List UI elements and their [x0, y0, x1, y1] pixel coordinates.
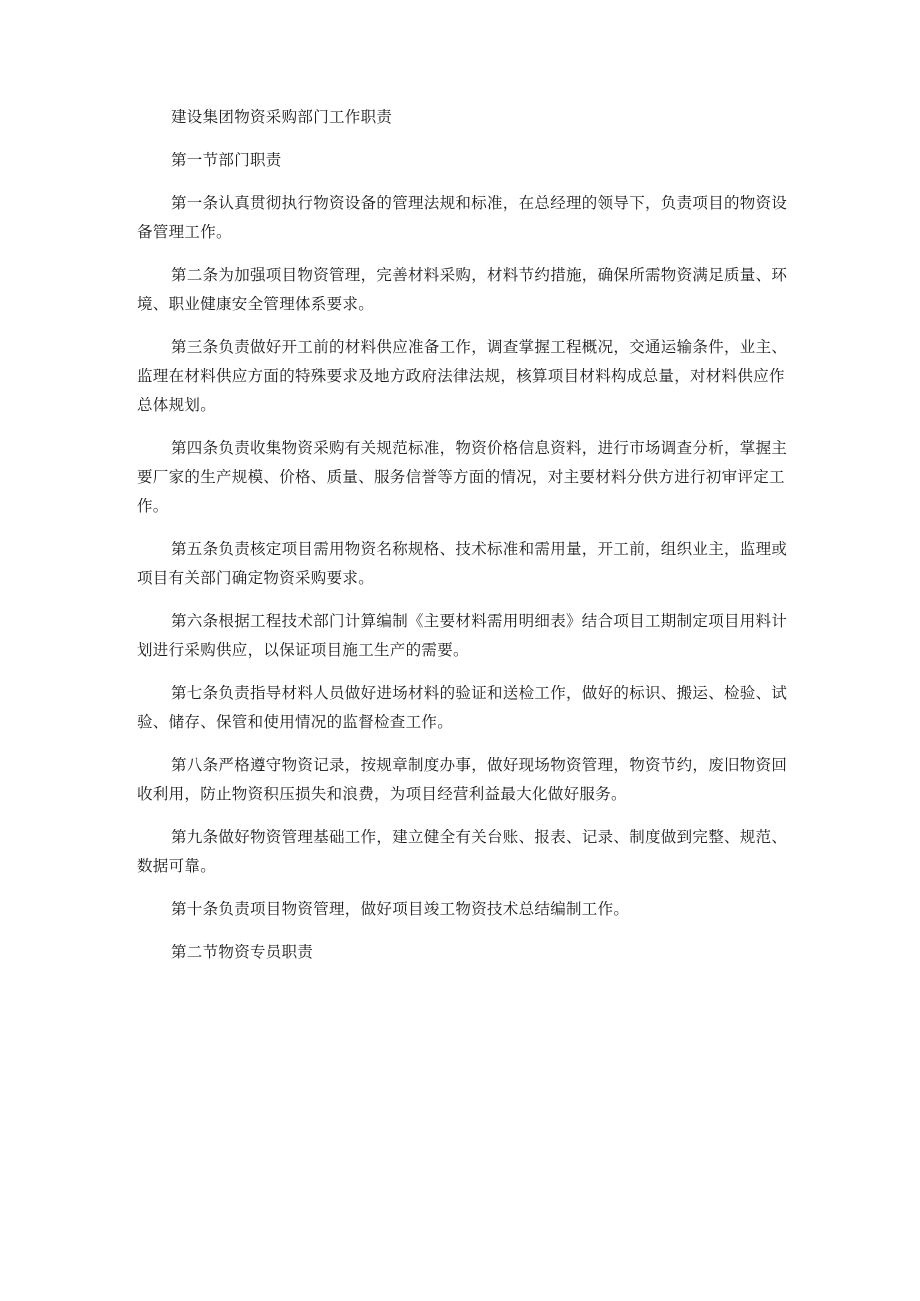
article-8 [137, 751, 787, 809]
article-line: 第一条认真贯彻执行物资设备的管理法规和标准，在总经理的领导下，负责项目的物资设 [171, 194, 788, 212]
article-line: 总体规划。 [137, 396, 217, 414]
article-7 [137, 679, 787, 737]
article-line: 收利用，防止物资积压损失和浪费，为项目经营利益最大化做好服务。 [137, 785, 627, 803]
article-5 [137, 535, 787, 593]
article-2 [137, 261, 787, 319]
article-6 [137, 607, 787, 665]
article-line: 第四条负责收集物资采购有关规范标准，物资价格信息资料，进行市场调查分析，掌握主 [171, 439, 788, 457]
article-line: 作。 [137, 497, 169, 515]
article-9 [137, 823, 787, 881]
article-line: 备管理工作。 [137, 223, 232, 241]
article-10 [137, 895, 787, 924]
article-line: 验、储存、保管和使用情况的监督检查工作。 [137, 713, 454, 731]
article-1 [137, 189, 787, 247]
article-line: 第六条根据工程技术部门计算编制《主要材料需用明细表》结合项目工期制定项目用料计 [171, 612, 788, 630]
article-line: 第八条严格遵守物资记录，按规章制度办事，做好现场物资管理，物资节约，废旧物资回 [171, 756, 788, 774]
article-line: 境、职业健康安全管理体系要求。 [137, 295, 375, 313]
article-3 [137, 333, 787, 420]
article-line: 第七条负责指导材料人员做好进场材料的验证和送检工作，做好的标识、搬运、检验、试 [171, 684, 788, 702]
section-heading-1: 第一节部门职责 [171, 151, 282, 169]
article-line: 项目有关部门确定物资采购要求。 [137, 569, 375, 587]
document-title: 建设集团物资采购部门工作职责 [171, 108, 393, 126]
article-4 [137, 434, 787, 521]
document-body [137, 103, 787, 967]
article-line: 要厂家的生产规模、价格、质量、服务信誉等方面的情况，对主要材料分供方进行初审评定工 [137, 468, 785, 486]
article-line: 划进行采购供应，以保证项目施工生产的需要。 [137, 641, 469, 659]
article-line: 第十条负责项目物资管理，做好项目竣工物资技术总结编制工作。 [171, 900, 630, 918]
article-line: 监理在材料供应方面的特殊要求及地方政府法律法规，核算项目材料构成总量，对材料供应作 [137, 367, 785, 385]
article-line: 第五条负责核定项目需用物资名称规格、技术标准和需用量，开工前，组织业主，监理或 [171, 540, 788, 558]
article-line: 第二条为加强项目物资管理，完善材料采购，材料节约措施，确保所需物资满足质量、环 [171, 266, 788, 284]
article-line: 第三条负责做好开工前的材料供应准备工作，调查掌握工程概况，交通运输条件，业主、 [171, 338, 788, 356]
article-line: 第九条做好物资管理基础工作，建立健全有关台账、报表、记录、制度做到完整、规范、 [171, 828, 788, 846]
article-line: 数据可靠。 [137, 857, 217, 875]
section-heading-2: 第二节物资专员职责 [171, 943, 314, 961]
